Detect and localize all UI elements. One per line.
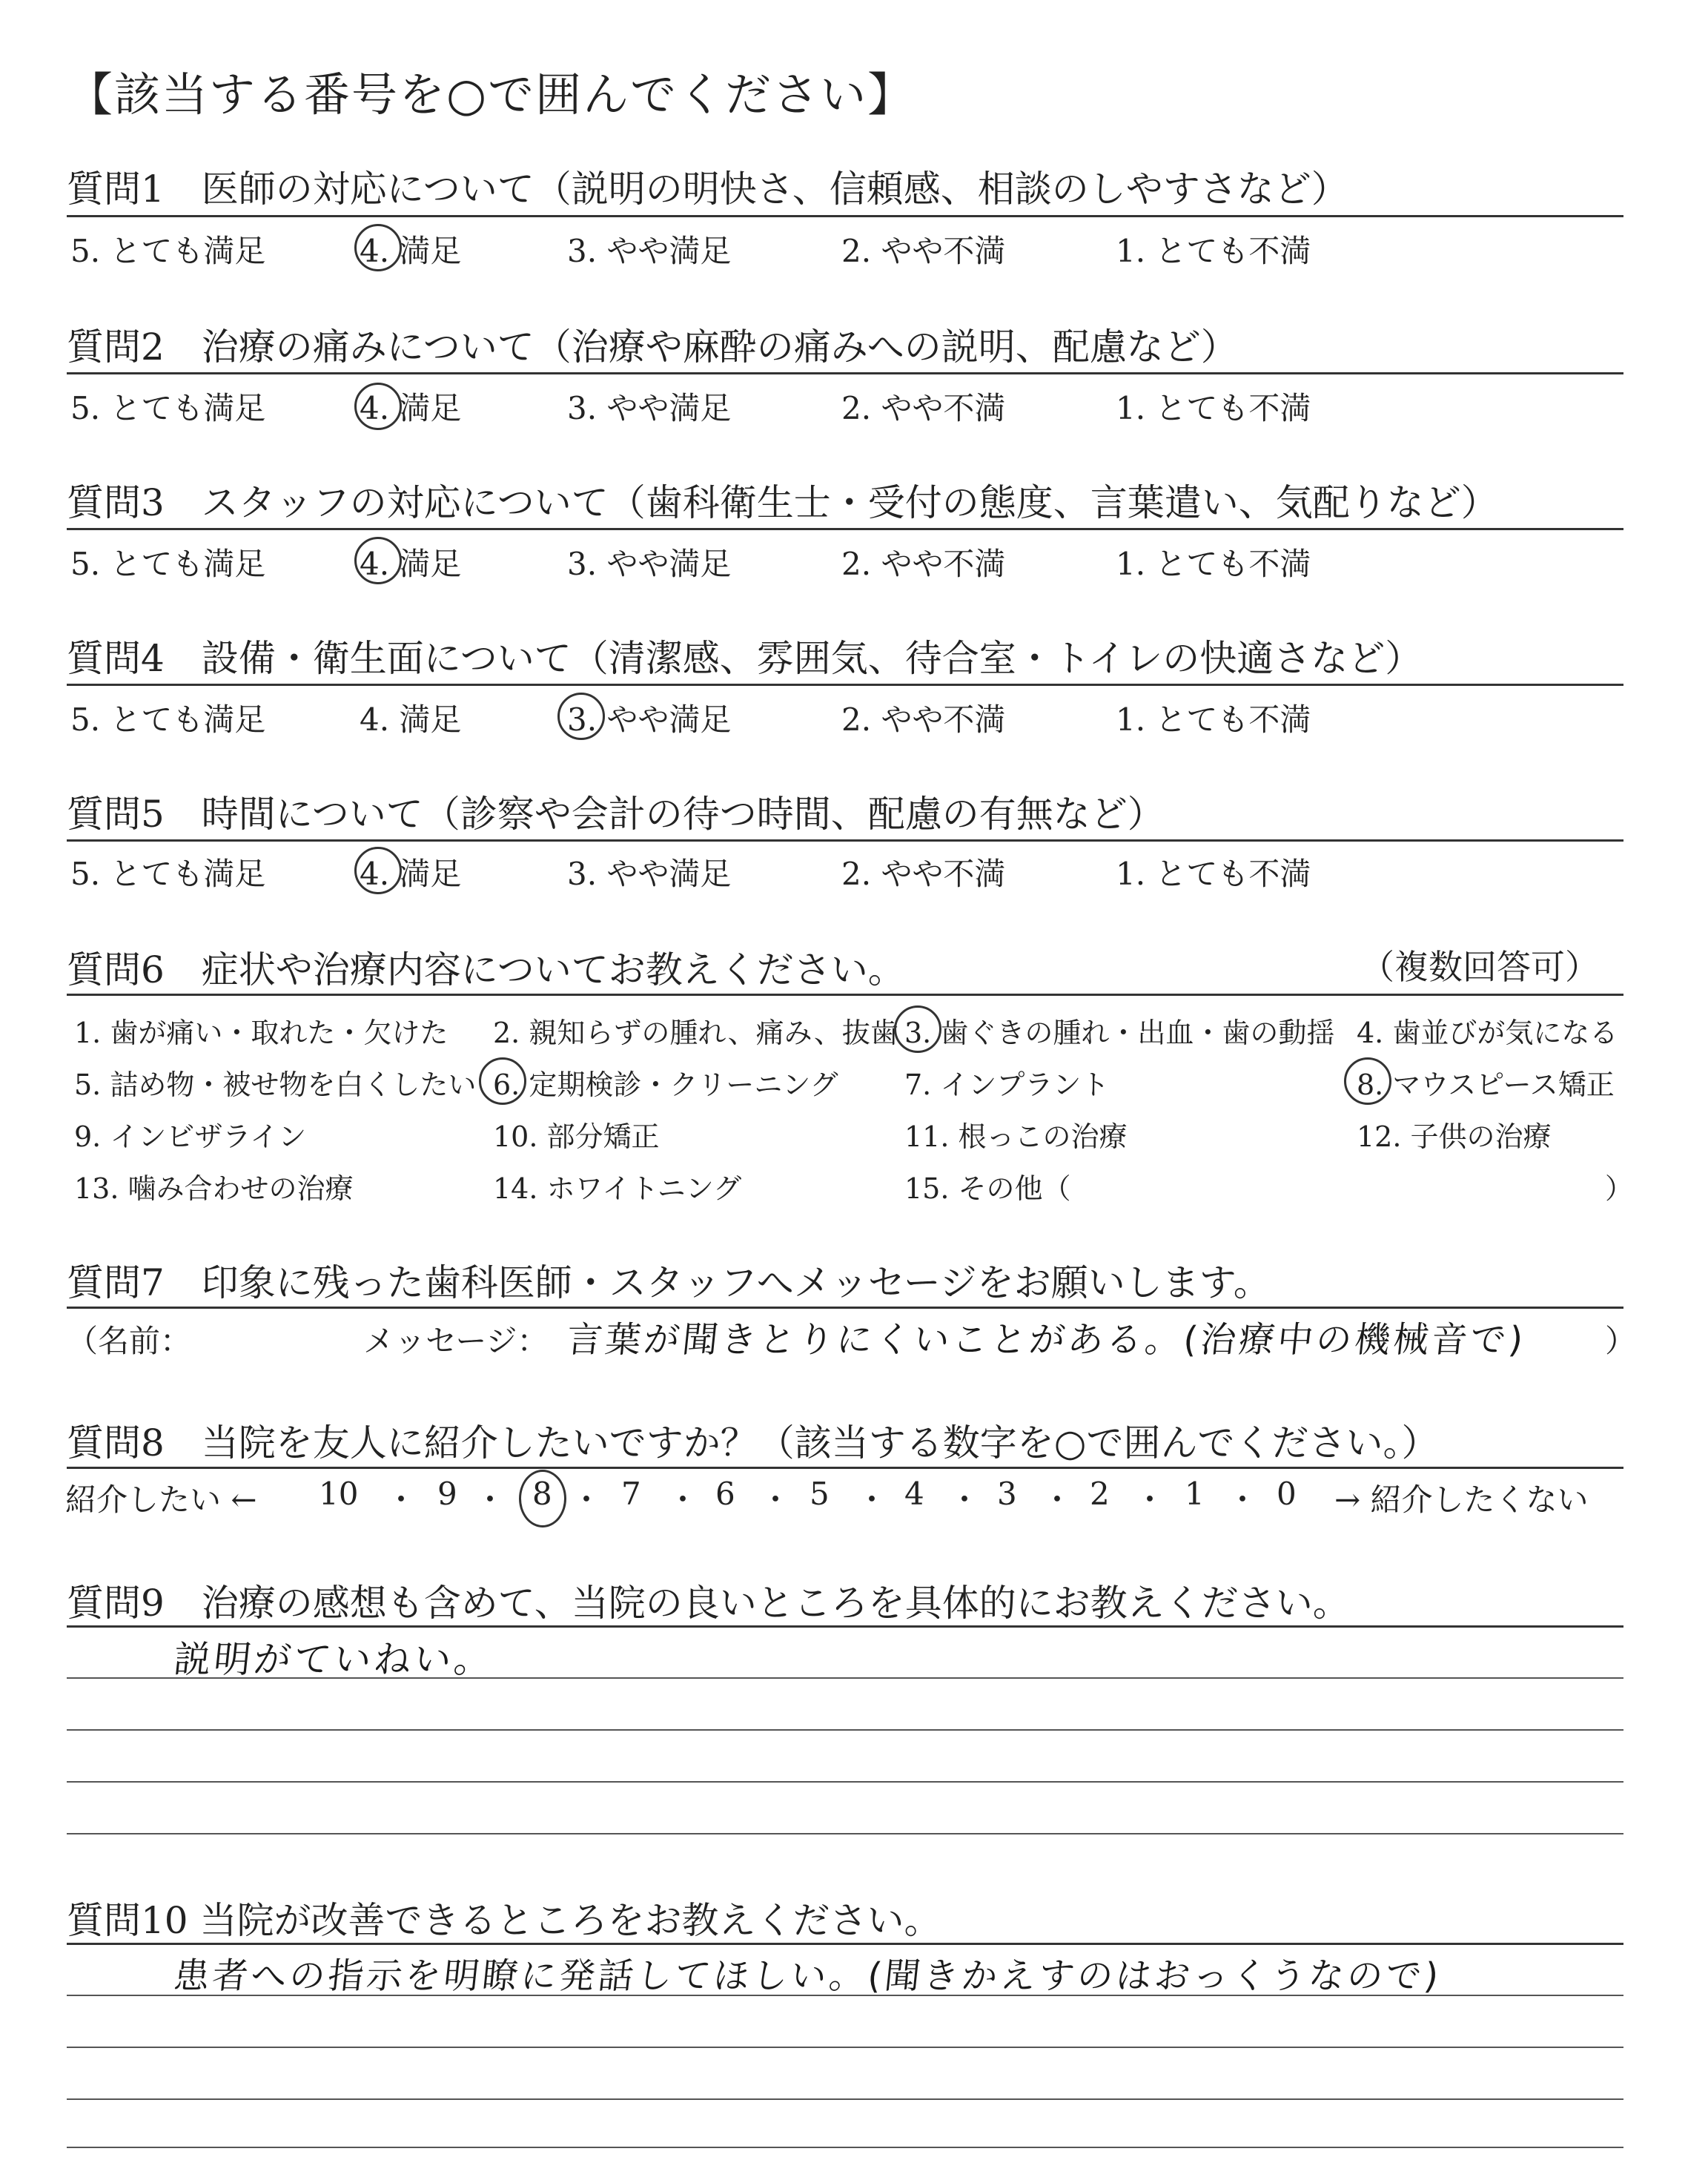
q9-answer-handwritten: 説明がていねい。 [171,1638,497,1681]
question-7-title: 質問7 印象に残った歯科医師・スタッフへメッセージをお願いします。 [67,1261,1271,1304]
question-10-title: 質問10 当院が改善できるところをお教えください。 [67,1899,941,1942]
question-4-rule [67,684,1623,686]
q5-option-3[interactable]: 3. やや満足 [567,856,732,892]
page-title: 【該当する番号を○で囲んでください】 [67,67,916,122]
question-1-rule [67,215,1623,217]
q6-selection-circle-6 [479,1057,526,1105]
q8-dot: ・ [667,1482,699,1518]
q8-dot: ・ [856,1482,888,1518]
question-10-line-4 [67,2098,1623,2100]
q1-option-5[interactable]: 5. とても満足 [70,233,266,269]
question-2-rule [67,372,1623,374]
q6-option-7[interactable]: 7. インプラント [904,1069,1110,1101]
q8-number-2[interactable]: 2 [1090,1476,1110,1512]
q2-option-2[interactable]: 2. やや不満 [841,390,1006,426]
question-9-line-4 [67,1781,1623,1783]
q3-option-1[interactable]: 1. とても不満 [1116,546,1311,582]
q1-option-1[interactable]: 1. とても不満 [1116,233,1311,269]
q7-name-label: （名前： [67,1323,192,1359]
question-9-line-3 [67,1729,1623,1731]
q8-number-3[interactable]: 3 [997,1476,1017,1512]
question-9-title: 質問9 治療の感想も含めて、当院の良いところを具体的にお教えください。 [67,1582,1350,1625]
q6-option-1[interactable]: 1. 歯が痛い・取れた・欠けた [74,1017,448,1049]
question-9-line-5 [67,1833,1623,1834]
q8-number-6[interactable]: 6 [715,1476,735,1512]
q6-option-14[interactable]: 14. ホワイトニング [493,1172,742,1205]
q3-option-4[interactable]: 4. 満足 [360,546,462,582]
q7-message-close: ） [1605,1323,1637,1359]
q5-selection-circle [354,847,402,894]
question-7-rule [67,1307,1623,1309]
q6-option-9[interactable]: 9. インビザライン [74,1120,307,1153]
question-10-rule-1 [67,1943,1623,1945]
q2-option-3[interactable]: 3. やや満足 [567,390,732,426]
q2-option-1[interactable]: 1. とても不満 [1116,390,1311,426]
q2-option-4[interactable]: 4. 満足 [360,390,462,426]
q8-dot: ・ [385,1482,417,1518]
q6-selection-circle-8 [1344,1057,1391,1105]
q8-dot: ・ [1134,1482,1166,1518]
question-8-title: 質問8 当院を友人に紹介したいですか？（該当する数字を○で囲んでください。） [67,1421,1439,1464]
q6-option-11[interactable]: 11. 根っこの治療 [904,1120,1128,1153]
q8-dot: ・ [949,1482,981,1518]
q2-selection-circle [354,383,402,430]
q5-option-2[interactable]: 2. やや不満 [841,856,1006,892]
q6-option-5[interactable]: 5. 詰め物・被せ物を白くしたい [74,1069,477,1101]
q6-option-4[interactable]: 4. 歯並びが気になる [1357,1017,1618,1049]
q8-dot: ・ [760,1482,792,1518]
q8-number-9[interactable]: 9 [437,1476,457,1512]
q8-right-label: → 紹介したくない [1334,1482,1589,1518]
q10-answer-handwritten: 患者への指示を明瞭に発話してほしい。(聞きかえすのはおっくうなので) [171,1955,1443,1997]
q6-option-13[interactable]: 13. 噛み合わせの治療 [74,1172,354,1205]
q1-selection-circle [354,224,402,271]
q7-message-handwritten: 言葉が聞きとりにくいことがある。(治療中の機械音で) [564,1319,1528,1361]
question-6-title: 質問6 症状や治療内容についてお教えください。 [67,948,905,991]
q8-dot: ・ [1227,1482,1259,1518]
question-9-line-2 [67,1677,1623,1679]
q8-dot: ・ [1042,1482,1073,1518]
question-8-rule [67,1467,1623,1469]
q8-left-label: 紹介したい ← [65,1482,257,1518]
q8-number-0[interactable]: 0 [1277,1476,1297,1512]
question-6-rule [67,994,1623,996]
question-1-title: 質問1 医師の対応について（説明の明快さ、信頼感、相談のしやすさなど） [67,168,1348,211]
q4-option-1[interactable]: 1. とても不満 [1116,701,1311,738]
q8-selection-circle [519,1470,566,1527]
q8-number-8[interactable]: 8 [532,1476,552,1512]
q1-option-2[interactable]: 2. やや不満 [841,233,1006,269]
q4-option-3[interactable]: 3. やや満足 [567,701,732,738]
q8-dot: ・ [474,1482,506,1518]
q7-message-label: メッセージ： [363,1323,549,1359]
question-10-line-3 [67,2047,1623,2048]
q6-option-10[interactable]: 10. 部分矯正 [493,1120,660,1153]
q6-selection-circle-3 [894,1005,941,1053]
q5-option-1[interactable]: 1. とても不満 [1116,856,1311,892]
q3-option-5[interactable]: 5. とても満足 [70,546,266,582]
q3-option-3[interactable]: 3. やや満足 [567,546,732,582]
q6-option-12[interactable]: 12. 子供の治療 [1357,1120,1552,1153]
q6-option-15-close: ） [1605,1172,1634,1205]
q8-number-5[interactable]: 5 [810,1476,830,1512]
question-5-rule [67,839,1623,842]
q6-option-2[interactable]: 2. 親知らずの腫れ、痛み、抜歯 [493,1017,898,1049]
q4-selection-circle [557,693,605,740]
q8-number-4[interactable]: 4 [904,1476,924,1512]
question-10-line-5 [67,2147,1623,2148]
q1-option-3[interactable]: 3. やや満足 [567,233,732,269]
q3-selection-circle [354,537,402,584]
q5-option-4[interactable]: 4. 満足 [360,856,462,892]
q6-option-15[interactable]: 15. その他（ [904,1172,1071,1205]
q4-option-5[interactable]: 5. とても満足 [70,701,266,738]
question-3-rule [67,528,1623,530]
q6-option-8[interactable]: 8. マウスピース矯正 [1357,1069,1615,1101]
q8-number-7[interactable]: 7 [621,1476,641,1512]
q8-number-10[interactable]: 10 [319,1476,359,1512]
question-3-title: 質問3 スタッフの対応について（歯科衛生士・受付の態度、言葉遣い、気配りなど） [67,481,1498,524]
q3-option-2[interactable]: 2. やや不満 [841,546,1006,582]
q4-option-2[interactable]: 2. やや不満 [841,701,1006,738]
q4-option-4[interactable]: 4. 満足 [360,701,462,738]
q5-option-5[interactable]: 5. とても満足 [70,856,266,892]
question-2-title: 質問2 治療の痛みについて（治療や麻酔の痛みへの説明、配慮など） [67,326,1238,369]
q6-option-6[interactable]: 6. 定期検診・クリーニング [493,1069,838,1101]
question-5-title: 質問5 時間について（診察や会計の待つ時間、配慮の有無など） [67,793,1165,836]
q1-option-4[interactable]: 4. 満足 [360,233,462,269]
question-9-rule-1 [67,1625,1623,1628]
q8-dot: ・ [571,1482,603,1518]
q8-number-1[interactable]: 1 [1185,1476,1205,1512]
question-10-line-2 [67,1995,1623,1996]
q2-option-5[interactable]: 5. とても満足 [70,390,266,426]
q6-option-3[interactable]: 3. 歯ぐきの腫れ・出血・歯の動揺 [904,1017,1335,1049]
question-4-title: 質問4 設備・衛生面について（清潔感、雰囲気、待合室・トイレの快適さなど） [67,637,1423,680]
question-6-note: （複数回答可） [1360,947,1599,987]
